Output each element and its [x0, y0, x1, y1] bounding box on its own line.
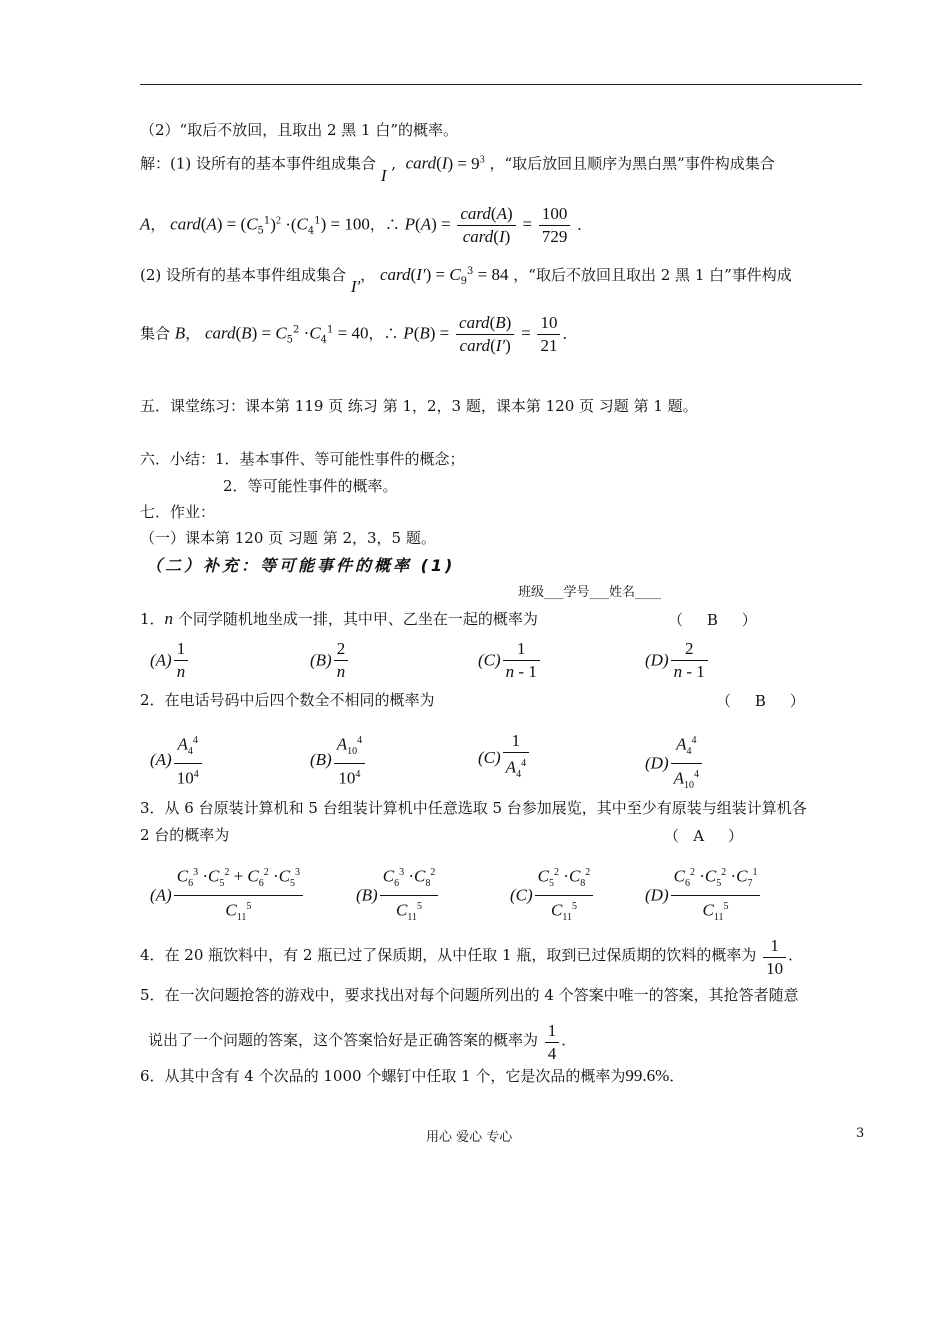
- q2-option-c: (C) $\frac{1}{A_4^4}$: [478, 730, 531, 786]
- q2-option-d: (D) $\frac{A_4^4}{A_{10}^4}$: [645, 730, 704, 797]
- solution-line-2: A， card(A) = $(C_5^1)^2 \cdot(C_4^1) = 100$，∴ P(A) = $\frac{\text{card(A)}}{\text{card(I)}}$ = $\frac{100}{729}$ ．: [140, 204, 593, 246]
- question-3-answer: （ A ）: [664, 827, 743, 845]
- question-3: 3．从 6 台原装计算机和 5 台组装计算机中任意选取 5 台参加展览，其中至少有原装与组装计算机各: [140, 799, 807, 817]
- section-6-item-2: 2．等可能性事件的概率。: [223, 477, 398, 495]
- supplement-title: （二）补充：等可能事件的概率 (1): [146, 556, 456, 575]
- class-info-line: 班级___学号___姓名____: [518, 585, 662, 600]
- question-6: 6．从其中含有 4 个次品的 1000 个螺钉中任取 1 个，它是次品的概率为99.6%．: [140, 1066, 685, 1085]
- section-7-item-1: （一）课本第 120 页 习题 第 2，3，5 题。: [140, 529, 436, 547]
- solution-line-3: (2) 设所有的基本事件组成集合 I′， card(I′) = $C_9^3 = 84$ ，“取后不放回且取出 2 黑 1 白”事件构成: [140, 265, 792, 296]
- page-number: 3: [856, 1126, 865, 1141]
- q3-option-d: (D) $\frac{C_6^2 \cdot C_5^2 \cdot C_7^1}{C_{11}^5}$: [645, 862, 762, 929]
- q1-option-c: (C) $\frac{1}{n - 1}$: [478, 638, 542, 683]
- problem-part-2: （2）“取后不放回，且取出 2 黑 1 白”的概率。: [140, 121, 459, 139]
- footer-text: 用心 爱心 专心: [426, 1130, 513, 1145]
- question-3-cont: 2 台的概率为: [140, 826, 230, 844]
- question-5-cont: 说出了一个问题的答案，这个答案恰好是正确答案的概率为 $\frac{1}{4}$ ．: [148, 1021, 577, 1063]
- q1-option-b: (B) $\frac{2}{n}$: [310, 638, 350, 683]
- q6-value: 99.6%: [625, 1066, 670, 1085]
- solution-line-4: 集合 B， card(B) = $C_5^2 \cdot C_4^1 = 40$，∴ P(B) = $\frac{\text{card(B)}}{\text{card(I′)}}$ = $\frac{10}{21}$ ．: [140, 313, 578, 355]
- question-1: 1．n 个同学随机地坐成一排，其中甲、乙坐在一起的概率为: [140, 609, 538, 628]
- q2-option-b: (B) $\frac{A_{10}^4}{10^4}$: [310, 730, 367, 790]
- question-4: 4．在 20 瓶饮料中，有 2 瓶已过了保质期，从中任取 1 瓶，取到已过保质期的饮料的概率为 $\frac{1}{10}$ ．: [140, 936, 804, 978]
- section-7: 七．作业：: [140, 503, 216, 521]
- solution-line-1: 解：(1) 设所有的基本事件组成集合 I , card(I) = $9^3$ ，“取后放回且顺序为黑白黑”事件构成集合: [140, 153, 775, 185]
- question-2: 2．在电话号码中后四个数全不相同的概率为: [140, 691, 435, 709]
- section-6: 六．小结：1．基本事件、等可能性事件的概念；: [140, 450, 465, 468]
- q3-option-c: (C) $\frac{C_5^2 \cdot C_8^2}{C_{11}^5}$: [510, 862, 595, 929]
- question-5: 5．在一次问题抢答的游戏中，要求找出对每个问题所列出的 4 个答案中唯一的答案，其抢答者随意: [140, 986, 799, 1004]
- section-5: 五．课堂练习：课本第 119 页 练习 第 1，2，3 题，课本第 120 页 习题 第 1 题。: [140, 397, 698, 415]
- q1-option-a: (A) $\frac{1}{n}$: [150, 638, 190, 683]
- question-2-answer: （ B ）: [716, 692, 805, 710]
- question-1-answer: （ B ）: [668, 611, 757, 629]
- q3-option-a: (A) $\frac{C_6^3 \cdot C_5^2 + C_6^2 \cdot C_5^3}{C_{11}^5}$: [150, 862, 305, 929]
- q1-option-d: (D) $\frac{2}{n - 1}$: [645, 638, 710, 683]
- q3-option-b: (B) $\frac{C_6^3 \cdot C_8^2}{C_{11}^5}$: [356, 862, 440, 929]
- q2-option-a: (A) $\frac{A_4^4}{10^4}$: [150, 730, 204, 790]
- header-rule: [140, 84, 862, 85]
